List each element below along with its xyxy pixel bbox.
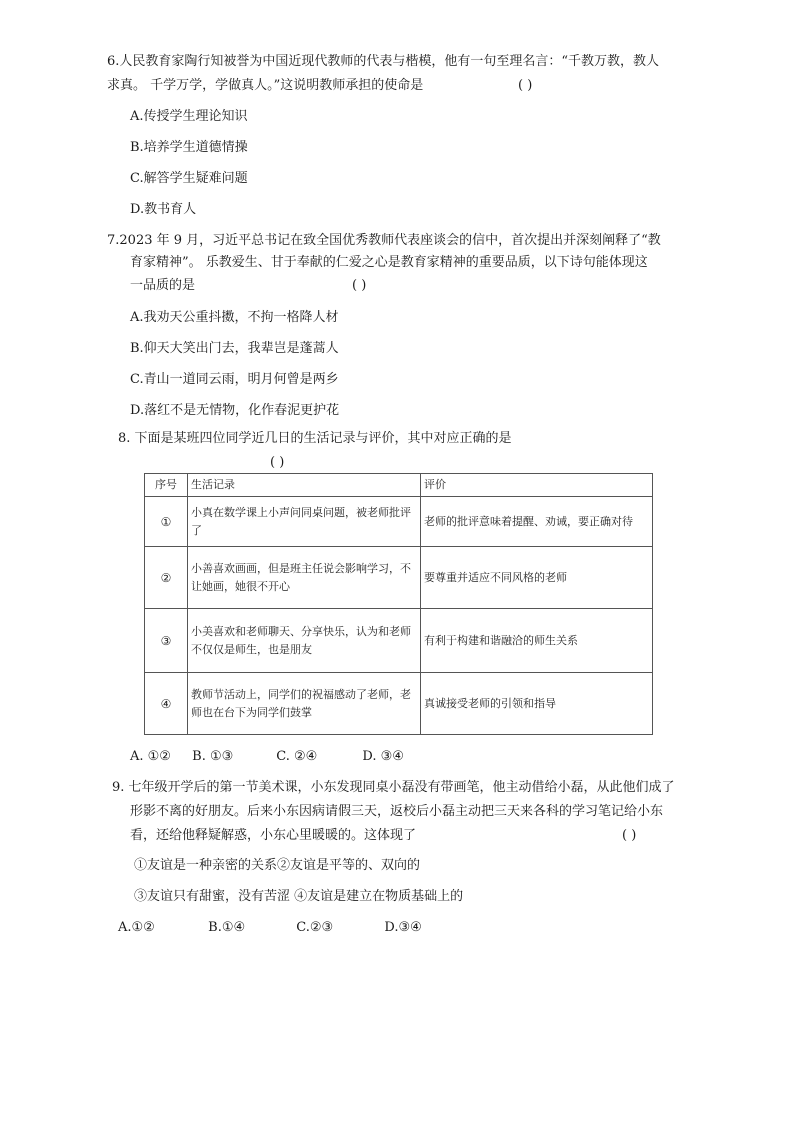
q7-stem-line1: 7.2023 年 9 月，习近平总书记在致全国优秀教师代表座谈会的信中，首次提出并深刻阐释了“教 [107,233,661,248]
q8-answer-b: B. ①③ [192,749,234,764]
row-record: 小美喜欢和老师聊天、分享快乐，认为和老师不仅仅是师生，也是朋友 [188,609,421,673]
q7-option-d: D.落红不是无情物，化作春泥更护花 [130,403,340,418]
table-row [145,673,653,735]
q7-stem-line2: 育家精神”。 乐教爱生、甘于奉献的仁爱之心是教育家精神的重要品质，以下诗句能体现这 [130,255,648,270]
q8-answer-a: A. ①② [130,749,171,764]
row-number: ② [145,547,188,609]
row-record: 小善喜欢画画，但是班主任说会影响学习，不让她画，她很不开心 [188,547,421,609]
table-row [145,497,653,547]
row-evaluation: 老师的批评意味着提醒、劝诫，要正确对待 [421,497,653,547]
q8-answer-d: D. ③④ [362,749,404,764]
header-evaluation: 评价 [421,474,653,497]
table-row [145,547,653,609]
q8-answer-c: C. ②④ [276,749,318,764]
q6-option-c: C.解答学生疑难问题 [130,171,248,186]
row-evaluation: 有利于构建和谐融洽的师生关系 [421,609,653,673]
row-evaluation: 要尊重并适应不同风格的老师 [421,547,653,609]
table-row [145,609,653,673]
row-number: ③ [145,609,188,673]
row-number: ① [145,497,188,547]
q8-stem-line1: 8. 下面是某班四位同学近几日的生活记录与评价，其中对应正确的是 [118,431,512,446]
q9-answer-a: A.①② [118,920,155,935]
q7-answer-blank: ( ) [352,278,367,293]
q6-option-a: A.传授学生理论知识 [130,109,248,124]
q9-answer-c: C.②③ [296,920,334,935]
row-record: 教师节活动上，同学们的祝福感动了老师，老师也在台下为同学们鼓掌 [188,673,421,735]
q7-stem-line3: 一品质的是 [130,278,196,293]
q9-stem-line3: 看，还给他释疑解惑，小东心里暖暖的。这体现了 [130,828,417,843]
q6-stem-line2: 求真。 千学万学，学做真人。”这说明教师承担的使命是 [107,78,424,93]
q8-answer-blank: ( ) [270,455,285,470]
q9-statements-line1: ①友谊是一种亲密的关系②友谊是平等的、双向的 [134,858,421,873]
q7-option-a: A.我劝天公重抖擞，不拘一格降人材 [130,310,339,325]
q9-answer-d: D.③④ [384,920,422,935]
q9-answer-options [118,919,422,937]
q6-answer-blank: ( ) [518,78,533,93]
q6-option-d: D.教书育人 [130,202,197,217]
q9-stem-line1: 9. 七年级开学后的第一节美术课，小东发现同桌小磊没有带画笔，他主动借给小磊，从此他们成了 [112,780,675,795]
q7-option-b: B.仰天大笑出门去，我辈岂是蓬蒿人 [130,341,339,356]
header-record: 生活记录 [188,474,421,497]
header-number: 序号 [145,474,188,497]
row-evaluation: 真诚接受老师的引领和指导 [421,673,653,735]
row-record: 小真在数学课上小声问同桌问题，被老师批评了 [188,497,421,547]
table-header-row [145,474,653,497]
row-number: ④ [145,673,188,735]
q9-answer-blank: ( ) [622,828,637,843]
q9-stem-line2: 形影不离的好朋友。后来小东因病请假三天，返校后小磊主动把三天来各科的学习笔记给小东 [130,804,664,819]
q7-option-c: C.青山一道同云雨，明月何曾是两乡 [130,372,339,387]
q9-answer-b: B.①④ [208,920,246,935]
q9-statements-line2: ③友谊只有甜蜜，没有苦涩 ④友谊是建立在物质基础上的 [134,889,464,904]
q6-option-b: B.培养学生道德情操 [130,140,248,155]
q6-stem-line1: 6.人民教育家陶行知被誉为中国近现代教师的代表与楷模，他有一句至理名言：“千教万教，教人 [107,54,660,69]
life-records-table [144,473,653,735]
q8-answer-options [130,748,404,766]
